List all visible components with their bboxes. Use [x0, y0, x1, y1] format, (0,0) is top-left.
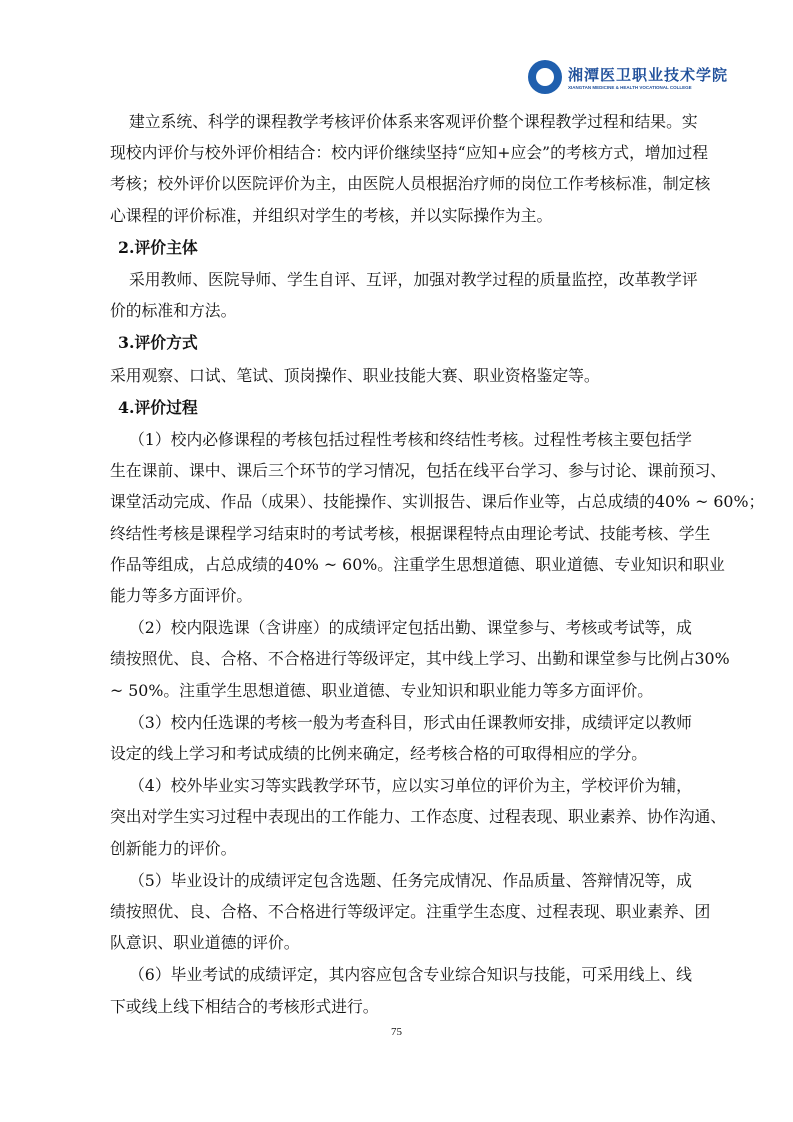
- text-line: 考核；校外评价以医院评价为主，由医院人员根据治疗师的岗位工作考核标准，制定核: [110, 174, 711, 194]
- document-body: [110, 106, 765, 1023]
- text-line: 课堂活动完成、作品（成果）、技能操作、实训报告、课后作业等，占总成绩的40% ~ 60%；: [110, 492, 765, 512]
- text-line: 能力等多方面评价。: [110, 586, 253, 606]
- text-line: 创新能力的评价。: [110, 838, 237, 858]
- paragraph: [110, 865, 711, 959]
- text-line: 突出对学生实习过程中表现出的工作能力、工作态度、过程表现、职业素养、协作沟通、: [110, 807, 727, 827]
- college-logo: [528, 60, 728, 94]
- text-line: （4）校外毕业实习等实践教学环节，应以实习单位的评价为主，学校评价为辅，: [129, 776, 692, 796]
- text-line: 4.评价过程: [118, 397, 198, 417]
- text-line: （1）校内必修课程的考核包括过程性考核和终结性考核。过程性考核主要包括学: [129, 430, 692, 450]
- text-line: 下或线上线下相结合的考核形式进行。: [110, 996, 379, 1016]
- text-line: ~ 50%。注重学生思想道德、职业道德、专业知识和职业能力等多方面评价。: [110, 680, 654, 700]
- text-line: （6）毕业考试的成绩评定，其内容应包含专业综合知识与技能，可采用线上、线: [129, 965, 692, 985]
- paragraph: [110, 424, 765, 611]
- text-line: 生在课前、课中、课后三个环节的学习情况，包括在线平台学习、参与讨论、课前预习、: [110, 461, 727, 481]
- text-line: 建立系统、科学的课程教学考核评价体系来客观评价整个课程教学过程和结果。实: [129, 112, 698, 131]
- text-line: 绩按照优、良、合格、不合格进行等级评定，其中线上学习、出勤和课堂参与比例占30%: [110, 649, 730, 669]
- logo-chinese-name: 湘潭医卫职业技术学院: [568, 66, 729, 84]
- page-number: 75: [391, 1026, 402, 1038]
- logo-english-name: XIANGTAN MEDICINE & HEALTH VOCATIONAL COLLEGE: [568, 85, 692, 90]
- section-heading: [110, 327, 685, 358]
- paragraph: [110, 959, 692, 1021]
- text-line: 价的标准和方法。: [110, 301, 237, 321]
- text-line: 2.评价主体: [118, 237, 198, 257]
- text-line: 设定的线上学习和考试成绩的比例来确定，经考核合格的可取得相应的学分。: [110, 744, 648, 764]
- paragraph: [110, 264, 698, 326]
- section-heading: [110, 232, 685, 263]
- paragraph: [110, 360, 685, 391]
- college-seal-icon: [528, 60, 562, 94]
- text-line: （2）校内限选课（含讲座）的成绩评定包括出勤、课堂参与、考核或考试等，成: [129, 618, 692, 638]
- paragraph: [110, 106, 711, 231]
- text-line: 终结性考核是课程学习结束时的考试考核，根据课程特点由理论考试、技能考核、学生: [110, 523, 711, 543]
- text-line: （3）校内任选课的考核一般为考查科目，形式由任课教师安排，成绩评定以教师: [129, 712, 692, 732]
- section-heading: [110, 392, 685, 423]
- text-line: 采用教师、医院导师、学生自评、互评，加强对教学过程的质量监控，改革教学评: [129, 270, 698, 290]
- text-line: （5）毕业设计的成绩评定包含选题、任务完成情况、作品质量、答辩情况等，成: [129, 870, 692, 890]
- text-line: 3.评价方式: [118, 333, 198, 353]
- text-line: 作品等组成，占总成绩的40% ~ 60%。注重学生思想道德、职业道德、专业知识和职业: [110, 554, 725, 574]
- text-line: 队意识、职业道德的评价。: [110, 933, 300, 953]
- text-line: 采用观察、口试、笔试、顶岗操作、职业技能大赛、职业资格鉴定等。: [110, 365, 600, 385]
- text-line: 心课程的评价标准，并组织对学生的考核，并以实际操作为主。: [110, 205, 553, 225]
- paragraph: [110, 612, 730, 706]
- paragraph: [110, 770, 727, 864]
- paragraph: [110, 707, 692, 769]
- text-line: 绩按照优、良、合格、不合格进行等级评定。注重学生态度、过程表现、职业素养、团: [110, 902, 711, 922]
- text-line: 现校内评价与校外评价相结合：校内评价继续坚持“应知+应会”的考核方式，增加过程: [110, 143, 709, 163]
